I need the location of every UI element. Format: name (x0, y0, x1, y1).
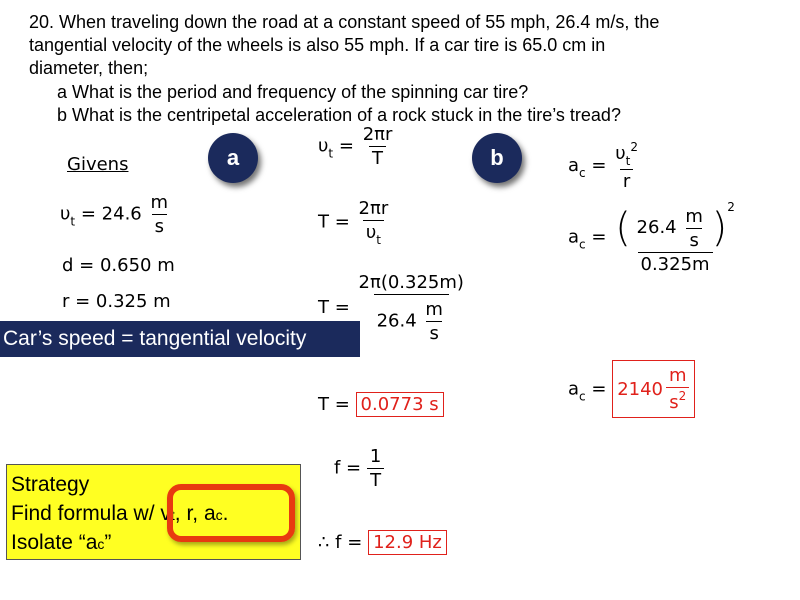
b-eq2-num-value: 26.4 (636, 217, 677, 238)
a-eq3-num: 2π(0.325m) (358, 272, 464, 293)
velocity-subscript: t (70, 214, 76, 229)
b-eq2-num-sup: 2 (727, 200, 735, 214)
acceleration-value: 2140 (617, 378, 664, 400)
acceleration-answer (612, 360, 694, 418)
a-eq5-den: T (367, 468, 384, 491)
b-eq2 (568, 200, 738, 275)
acceleration-unit-den (666, 387, 689, 413)
a-eq5-lhs: f = (334, 457, 362, 479)
period-answer: 0.0773 s (356, 392, 444, 417)
a-eq6-lhs: ∴ f = (318, 532, 363, 553)
velocity-symbol: υ (60, 203, 71, 225)
a-eq1-num: 2πr (362, 124, 393, 145)
b-eq1-num-sup: 2 (630, 140, 638, 154)
given-diameter: d = 0.650 m (62, 255, 175, 276)
acceleration-unit-den-base: s (669, 392, 679, 413)
b-eq1-sub: c (579, 166, 586, 180)
problem-line-2: tangential velocity of the wheels is also 55 mph. If a car tire is 65.0 cm in (29, 35, 606, 55)
acceleration-unit-den-sup: 2 (678, 389, 687, 403)
strategy-formula-b: , r, a (174, 501, 216, 525)
part-a-badge: a (208, 133, 258, 183)
given-velocity (60, 192, 171, 237)
a-eq2-num: 2πr (358, 198, 389, 219)
b-eq2-lhs: a (568, 226, 580, 248)
problem-line-3: diameter, then; (29, 58, 149, 78)
velocity-value: = 24.6 (80, 203, 142, 225)
a-eq2-den-sub: t (376, 233, 381, 247)
b-eq2-paren-close: ) (711, 205, 728, 251)
b-eq3-eq: = (591, 378, 607, 400)
problem-line-1: 20. When traveling down the road at a constant speed of 55 mph, 26.4 m/s, the (29, 12, 660, 32)
b-eq1-num-symbol: υ (615, 143, 626, 164)
a-eq3-lhs: T = (318, 297, 350, 318)
b-eq1-frac (612, 140, 641, 192)
velocity-unit-num: m (150, 192, 169, 213)
a-eq4-lhs: T = (318, 394, 350, 415)
strategy-formula-c: . (222, 501, 229, 525)
a-eq3-frac (356, 272, 467, 344)
a-eq1-den: T (369, 146, 386, 169)
b-eq2-sub: c (579, 237, 586, 252)
a-eq2-den (363, 220, 384, 247)
velocity-unit (148, 192, 172, 237)
b-eq3 (568, 360, 695, 418)
a-eq6 (318, 532, 447, 553)
acceleration-unit (666, 365, 690, 413)
a-eq5-frac (367, 446, 384, 491)
a-eq2-den-symbol: υ (365, 222, 377, 243)
question-a: a What is the period and frequency of the spinning car tire? (57, 82, 529, 102)
a-eq2-lhs: T = (318, 211, 350, 233)
strategy-formula-sub-t: t (170, 506, 175, 523)
givens-title: Givens (67, 154, 129, 175)
b-eq2-frac (612, 200, 738, 275)
b-eq3-lhs: a (568, 378, 580, 400)
b-eq1-lhs: a (568, 155, 580, 176)
given-radius: r = 0.325 m (62, 291, 171, 312)
a-eq3-den-value: 26.4 (376, 310, 417, 332)
a-eq3 (318, 272, 467, 344)
a-eq1 (318, 124, 395, 169)
b-eq2-num (612, 200, 738, 252)
frequency-answer: 12.9 Hz (368, 530, 447, 555)
b-eq2-eq: = (591, 226, 607, 248)
b-eq1 (568, 140, 641, 192)
part-b-badge: b (472, 133, 522, 183)
b-eq1-num (612, 140, 641, 169)
b-eq1-num-sub: t (625, 154, 631, 168)
b-eq1-eq: = (591, 155, 607, 176)
a-eq1-lhs: υ (318, 135, 329, 157)
a-eq3-den-unit-num: m (425, 299, 443, 320)
a-eq3-den-unit (422, 299, 446, 344)
strategy-formula-a: Find formula w/ v (11, 501, 171, 525)
b-eq2-num-unit-den: s (686, 228, 701, 251)
a-eq3-den (374, 294, 449, 344)
b-eq2-num-unit (682, 206, 706, 251)
b-eq2-num-unit-num: m (685, 205, 703, 227)
acceleration-unit-num: m (669, 365, 687, 386)
b-eq1-den: r (620, 169, 633, 192)
a-eq1-sub: t (328, 146, 334, 161)
b-eq3-sub: c (579, 389, 586, 404)
a-eq3-den-unit-den: s (426, 321, 441, 344)
strategy-isolate-sub: c (97, 536, 105, 552)
strategy-isolate-b: ” (104, 531, 112, 554)
a-eq2 (318, 198, 391, 247)
tangential-velocity-banner: Car’s speed = tangential velocity (0, 321, 360, 357)
a-eq5-num: 1 (369, 446, 382, 467)
a-eq1-eq: = (338, 135, 354, 157)
b-eq2-paren-open: ( (615, 205, 631, 251)
strategy-title: Strategy (11, 473, 90, 496)
a-eq1-frac (360, 124, 396, 169)
highlight-rounded-box (167, 484, 295, 542)
a-eq2-frac (356, 198, 392, 247)
b-eq2-den: 0.325m (638, 252, 713, 275)
question-b: b What is the centripetal acceleration of a rock stuck in the tire’s tread? (57, 105, 621, 125)
strategy-formula-sub-c: c (215, 506, 223, 523)
strategy-isolate-a: Isolate “a (11, 531, 98, 554)
a-eq4 (318, 394, 444, 415)
a-eq5 (334, 446, 384, 491)
velocity-unit-den: s (152, 214, 167, 237)
